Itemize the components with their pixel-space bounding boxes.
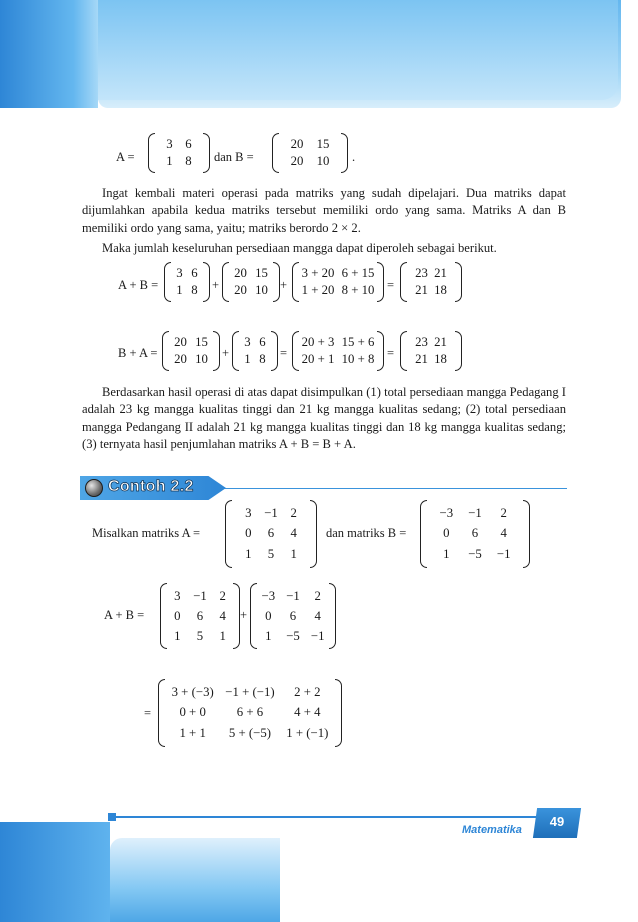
matrix-cell: −1 [286,588,300,603]
footer-book-title: Matematika [462,824,522,836]
matrix-cell: 20 [290,137,304,151]
matrix-cell: 3 [245,505,252,520]
equals-sign: = [387,278,395,292]
matrix-cell: 1 [245,547,252,562]
matrix-cell: −1 [310,628,325,643]
matrix-cell: 3 [244,335,251,349]
paragraph-conclusion [82,384,566,454]
matrix-cell: 20 [234,266,247,280]
matrix-cell: 8 [185,154,192,168]
matrix-cell: 1 [176,283,183,297]
matrix-cell: 20 [234,283,247,297]
plus-sign: + [212,278,220,292]
matrix-cell: 6 [185,137,192,151]
matrix-cell: 20 [174,352,187,366]
matrix-cell: −1 + (−1) [225,684,275,699]
equals-sign: = [280,346,288,360]
matrix-cell: 6 [471,526,479,541]
matrix-a [225,500,317,568]
matrix-cell: 4 + 4 [294,705,321,720]
matrix-cell: 6 + 6 [236,705,264,720]
plus-sign: + [222,346,230,360]
matrix-cell: 0 [245,526,252,541]
plus-sign: + [240,608,248,622]
matrix-cell: 10 [195,352,208,366]
matrix-cell: 1 [244,352,251,366]
matrix-cell: 3 + 20 [301,266,335,280]
matrix-cell: 18 [434,352,447,366]
matrix-cell: −3 [261,588,276,603]
paragraph-text: Maka jumlah keseluruhan persediaan mangga dapat diperoleh sebagai berikut. [102,241,497,255]
paragraph-text: Ingat kembali materi operasi pada matriks yang sudah dipelajari. Dua matriks dapat dijumlahkan apabila kedua matriks tersebut memiliki ordo yang sama. Matriks A dan B memiliki ordo yang sama, yaitu; matriks berordo 2 × 2. [82,186,566,235]
footer-rule [110,816,540,818]
matrix-cell: 0 + 0 [179,705,206,720]
equals-sign: = [387,346,395,360]
paragraph-sum-intro [82,240,566,257]
matrix-cell: 4 [314,608,321,623]
equation-lhs-a-plus-b: A + B = [118,278,159,292]
matrix-a [232,331,278,371]
matrix-cell: 6 [267,526,275,541]
equation-lhs-a-plus-b: A + B = [104,608,145,622]
matrix-sum-expression [292,262,384,302]
example-heading-title: Contoh 2.2 [108,478,194,495]
matrix-cell: 1 [219,628,226,643]
paragraph-text: Berdasarkan hasil operasi di atas dapat disimpulkan (1) total persediaan mangga Pedagang I adalah 23 kg mangga kualitas tinggi dan 21 kg mangga kualitas sedang; (2) total persediaan mangga Pedangang II adalah 21 kg mangga kualitas tinggi dan 18 kg mangga kualitas sedang; (3) ternyata hasil penjumlahan matriks A + B = B + A. [82,385,566,452]
matrix-a [164,262,210,302]
matrix-b [222,262,280,302]
matrix-cell: 0 [174,608,181,623]
matrix-cell: 6 + 15 [341,266,375,280]
matrix-cell: 21 [415,352,428,366]
matrix-cell: 20 [290,154,304,168]
matrix-cell: 20 + 1 [301,352,335,366]
matrix-cell: 21 [415,283,428,297]
matrix-result [400,331,462,371]
matrix-cell: 3 [166,137,173,151]
matrix-cell: 8 + 10 [341,283,375,297]
matrix-cell: 4 [290,526,297,541]
matrix-cell: −1 [264,505,278,520]
matrix-cell: −1 [496,547,511,562]
matrix-b [272,133,348,173]
matrix-cell: −1 [468,505,482,520]
globe-icon [85,479,103,497]
matrix-cell: 23 [415,266,428,280]
matrix-cell: 8 [259,352,266,366]
plus-sign: + [280,278,288,292]
matrix-sum-expression [292,331,384,371]
matrix-cell: 10 [255,283,268,297]
period: . [352,150,356,164]
matrix-cell: 8 [191,283,198,297]
matrix-cell: 15 [255,266,268,280]
matrix-cell: 10 + 8 [341,352,375,366]
footer-rule-marker [108,813,116,821]
matrix-cell: 6 [191,266,198,280]
header-decoration-edge [621,0,638,108]
matrix-cell: 5 + (−5) [228,726,272,741]
label-dan-matrix-b: dan B = [214,150,254,164]
matrix-cell: 1 [290,547,297,562]
label-matrix-a: Misalkan matriks A = [92,526,201,540]
matrix-cell: 21 [434,266,447,280]
matrix-cell: 2 [219,588,226,603]
matrix-cell: 15 + 6 [341,335,375,349]
matrix-cell: 20 + 3 [301,335,335,349]
matrix-cell: 1 [443,547,450,562]
matrix-b [162,331,220,371]
matrix-cell: 3 + (−3) [171,684,214,699]
matrix-cell: 21 [434,335,447,349]
matrix-cell: 1 + 20 [301,283,335,297]
matrix-sum-expression [158,679,342,747]
matrix-cell: 4 [500,526,507,541]
matrix-result [400,262,462,302]
matrix-a [148,133,210,173]
matrix-cell: −1 [193,588,207,603]
matrix-cell: −5 [286,628,300,643]
matrix-cell: −5 [468,547,482,562]
matrix-cell: 18 [434,283,447,297]
matrix-cell: 1 [265,628,272,643]
matrix-cell: −3 [439,505,454,520]
equals-sign: = [144,706,152,720]
label-matrix-b: dan matriks B = [326,526,407,540]
header-decoration-band-inner [98,0,618,100]
matrix-cell: 3 [174,588,181,603]
matrix-cell: 4 [219,608,226,623]
matrix-cell: 2 + 2 [294,684,321,699]
matrix-cell: 1 [174,628,181,643]
paragraph-intro [82,185,566,237]
matrix-cell: 6 [196,608,204,623]
matrix-cell: 0 [443,526,450,541]
matrix-cell: 6 [289,608,297,623]
matrix-cell: 0 [265,608,272,623]
matrix-cell: 15 [316,137,330,151]
equation-lhs-b-plus-a: B + A = [118,346,158,360]
matrix-cell: 3 [176,266,183,280]
matrix-cell: 1 + (−1) [286,726,329,741]
matrix-cell: 6 [259,335,266,349]
matrix-cell: 10 [316,154,330,168]
matrix-cell: 1 + 1 [179,726,206,741]
matrix-cell: 5 [196,628,204,643]
matrix-b [250,583,336,649]
label-matrix-a: A = [116,150,135,164]
matrix-cell: 15 [195,335,208,349]
matrix-cell: 23 [415,335,428,349]
matrix-b [420,500,530,568]
matrix-cell: 5 [267,547,275,562]
matrix-cell: 2 [314,588,321,603]
page-number: 49 [549,814,565,829]
matrix-cell: 1 [166,154,173,168]
footer-decoration-left [0,822,110,922]
matrix-cell: 2 [500,505,507,520]
header-decoration-left [0,0,98,108]
matrix-cell: 20 [174,335,187,349]
footer-decoration-band [110,838,280,922]
matrix-a [160,583,240,649]
matrix-cell: 2 [290,505,297,520]
